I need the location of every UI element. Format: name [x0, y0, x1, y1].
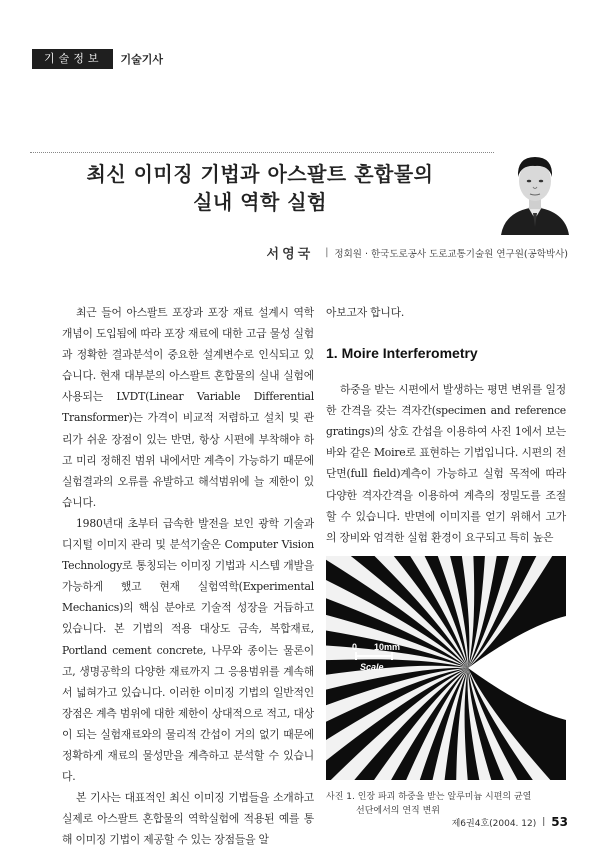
- scale-length-label: 10mm: [374, 642, 401, 652]
- figure-caption-line-1: 사진 1. 인장 파괴 하중을 받는 알루미늄 시편의 균열: [326, 792, 532, 802]
- author-line: [267, 243, 568, 262]
- body-paragraph: 1980년대 초부터 급속한 발전을 보인 광학 기술과 디지털 이미지 관리 및 분석기술은 Computer Vision Technology로 통칭되는 이미징 기법과 시스템 개발을 가능하게 했고 현재 실험역학(Experimental Mechanics)의 핵심 분야로 기술적 성장을 거듭하고 있습니다. 본 기법의 적용 대상도 금속, 복합재료, Portland cement concrete, 나무와 종이는 물론이고, 생명공학의 다양한 재료까지 그 응용범위를 계속해서 넓혀가고 있습니다. 이러한 이미징 기법의 일반적인 장점은 계측 범위에 대한 제한이 상대적으로 적고, 대상이 되는 실험재료와의 물리적 간섭이 거의 없기 때문에 정확하게 재료의 물성만을 계측하고 분석할 수 있습니다.: [62, 516, 314, 784]
- body-paragraph: 최근 들어 아스팔트 포장과 포장 재료 설계시 역학 개념이 도입됨에 따라 포장 재료에 대한 고급 물성 실험과 정확한 결과분석이 중요한 설계변수로 인식되고 있습니다. 현재 대부분의 아스팔트 혼합물의 실내 실험에 사용되는 LVDT(Linear Variable Differential Transformer)는 가격이 비교적 저렴하고 설치 및 관리가 쉬운 장점이 있는 반면, 항상 시편에 부착해야 하고 미리 정해진 범위 내에서만 계측이 가능하기 때문에 실험결과의 오류를 유발하고 해석범위에 늘 제한이 있습니다.: [62, 306, 314, 509]
- figure-caption: [326, 790, 566, 818]
- section-badge: 기술정보: [32, 49, 113, 69]
- author-name: 서영국: [266, 247, 314, 262]
- scale-zero-label: 0: [352, 642, 358, 652]
- page-footer: [452, 815, 568, 829]
- body-paragraph: 하중을 받는 시편에서 발생하는 평면 변위를 일정한 간격을 갖는 격자간(specimen and reference gratings)의 상호 간섭을 이용하여 사진 1에서 보는 바와 같은 Moire로 표현하는 기법입니다. 시편의 전 단면(full field)계측이 가능하고 실험 목적에 따라 다양한 격자간격을 이용하여 계측의 정밀도를 조절할 수 있습니다. 반면에 이미지를 얻기 위해서 고가의 장비와 엄격한 실험 환경이 요구되고 특히 높은: [326, 383, 566, 544]
- section-header: [32, 49, 163, 69]
- author-photo: [495, 147, 575, 235]
- article-title: [60, 160, 460, 216]
- figure-caption-line-2: 선단에서의 연직 변위: [356, 806, 440, 816]
- moire-fringe-photo: [326, 556, 566, 780]
- title-line-2: 실내 역학 실험: [193, 190, 327, 214]
- body-column-left: [62, 302, 314, 850]
- scale-title: Scale: [360, 662, 384, 672]
- title-line-1: 최신 이미징 기법과 아스팔트 혼합물의: [86, 162, 434, 186]
- issue-info: 제6권4호(2004. 12): [451, 818, 537, 829]
- page-number: 53: [551, 815, 568, 829]
- author-affiliation: 정회원 · 한국도로공사 도로교통기술원 연구원(공학박사): [334, 248, 568, 260]
- footer-separator: |: [542, 817, 546, 827]
- section-heading: 1. Moire Interferometry: [326, 345, 478, 362]
- body-paragraph: 본 기사는 대표적인 최신 이미징 기법들을 소개하고 실제로 아스팔트 혼합물의 역학실험에 적용된 예를 통해 이미징 기법이 제공할 수 있는 장점들을 알: [62, 791, 314, 847]
- body-column-right: [326, 302, 566, 548]
- author-separator: |: [325, 247, 329, 258]
- body-paragraph-continued: 아보고자 합니다.: [326, 306, 405, 319]
- section-name: 기술기사: [120, 53, 164, 66]
- title-divider: [30, 152, 570, 153]
